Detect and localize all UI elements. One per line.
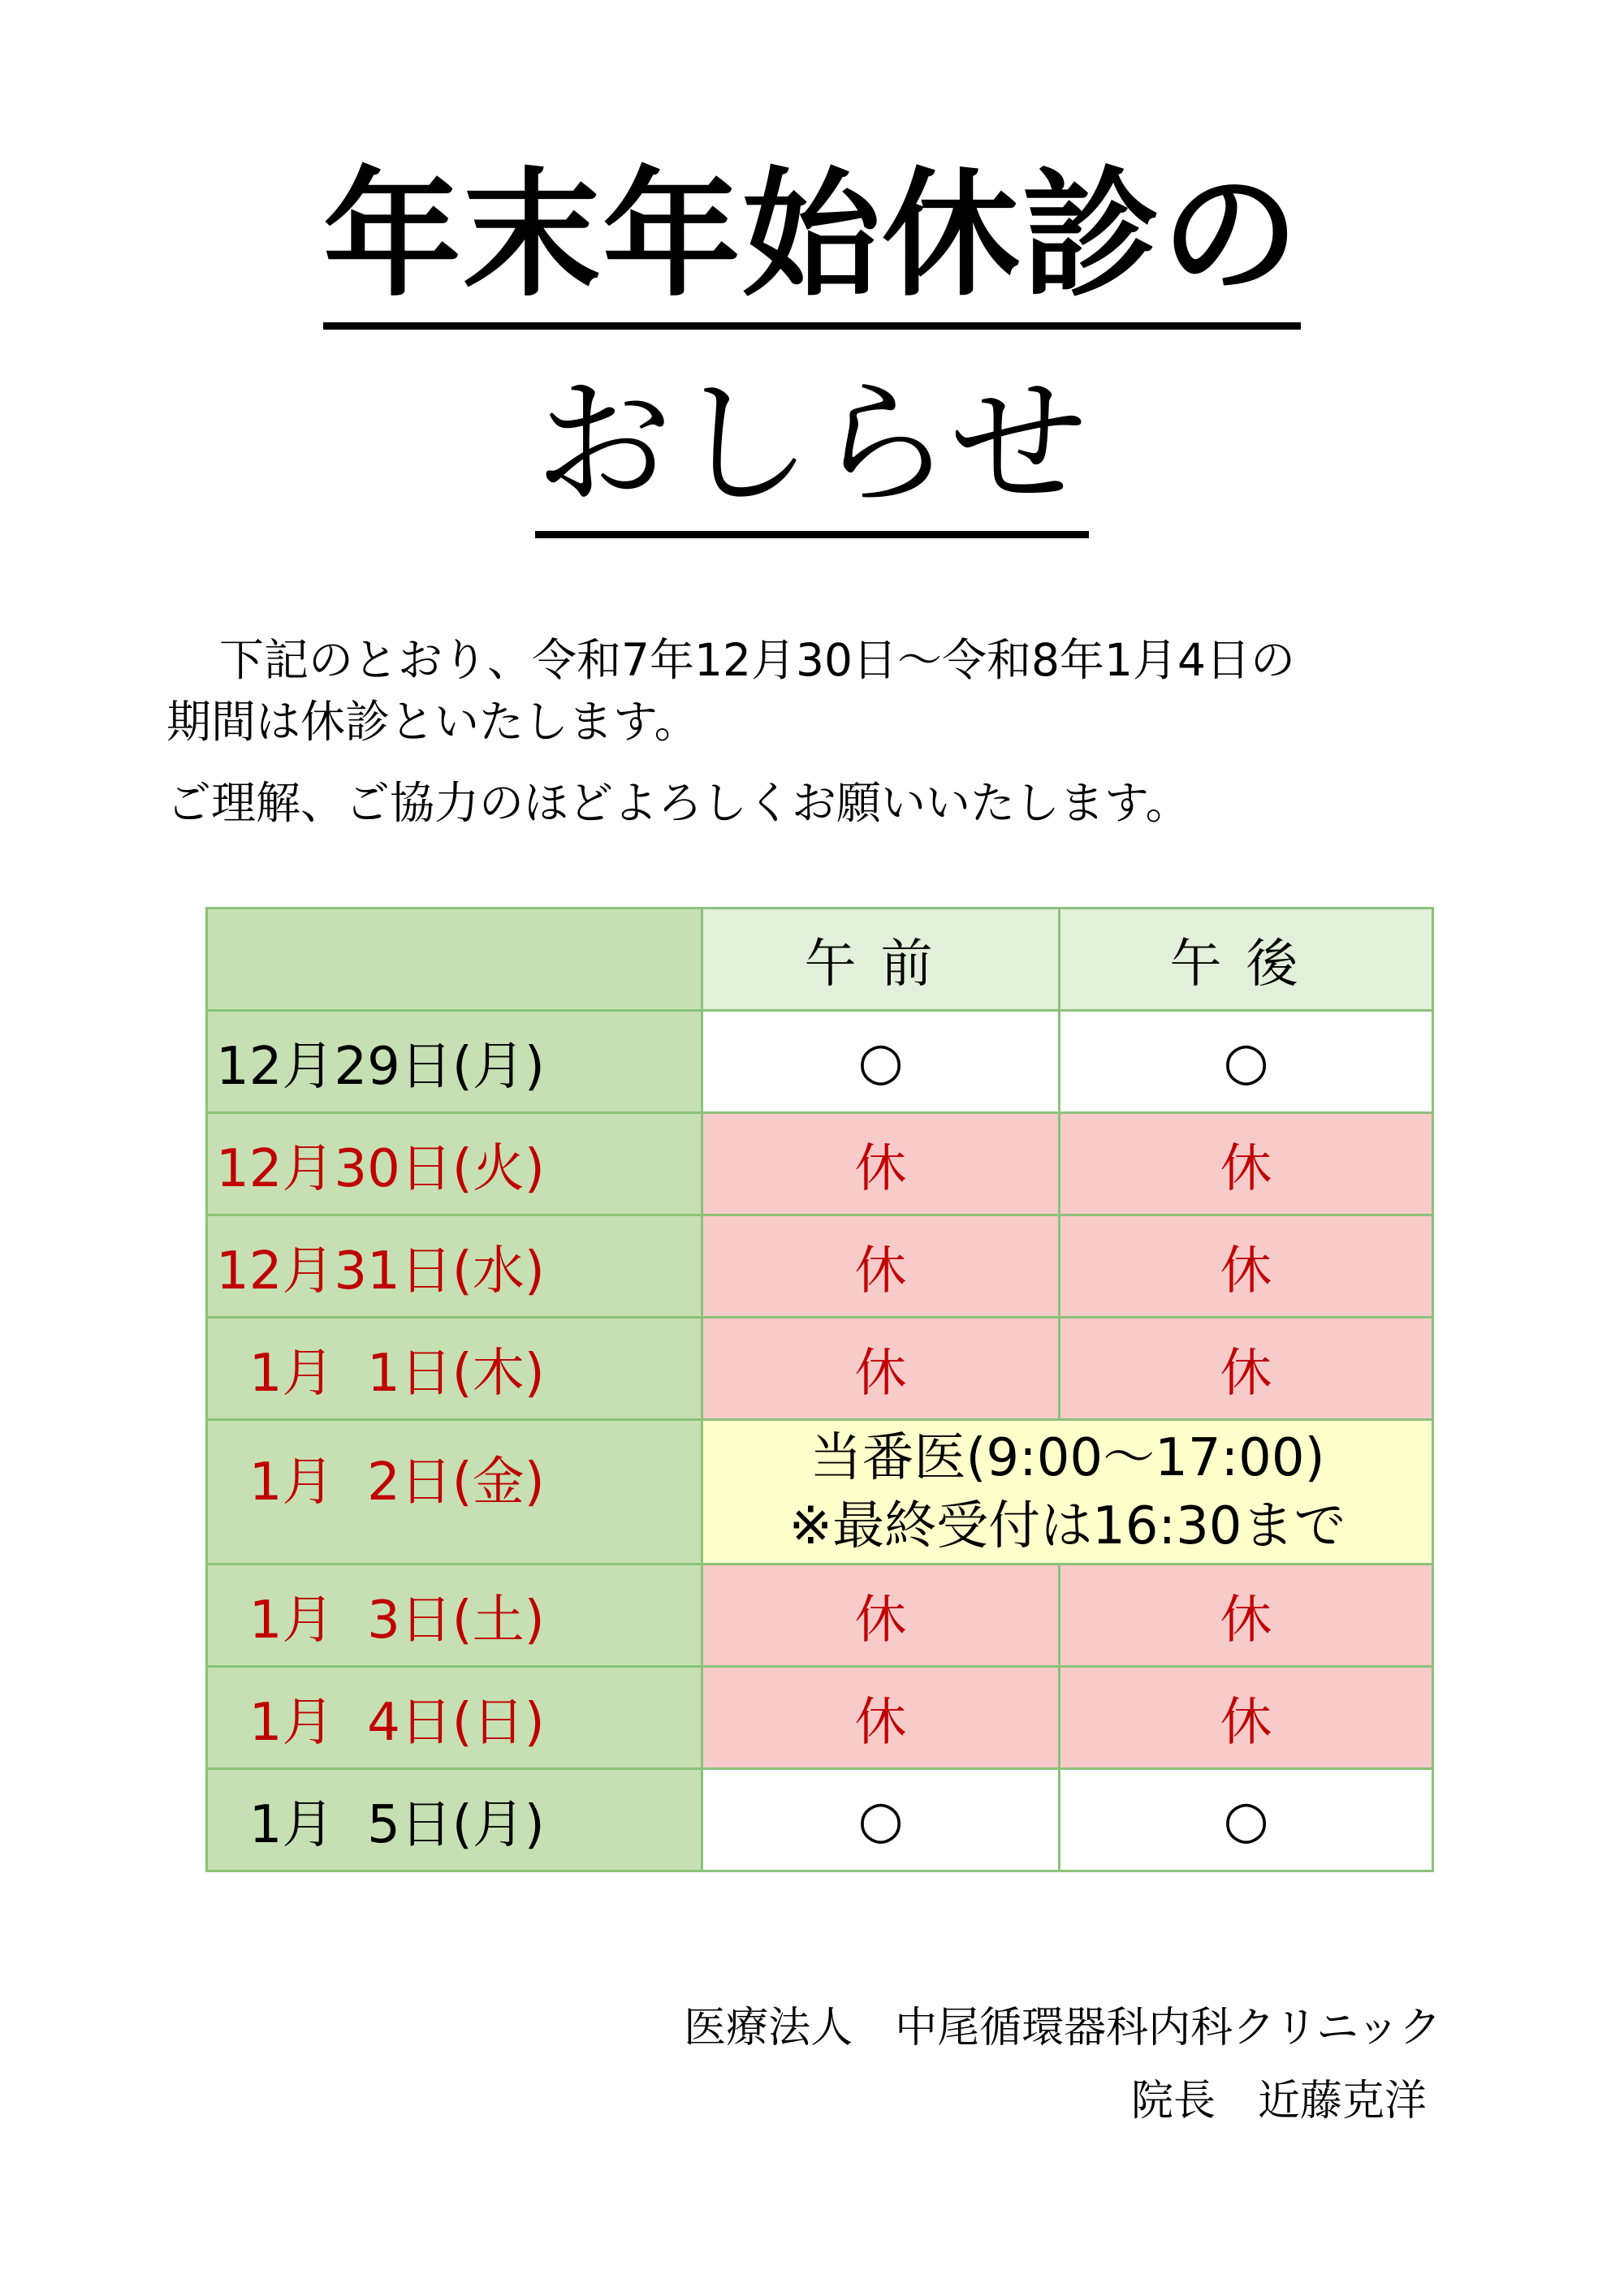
table-row (207, 1318, 1433, 1420)
pm-cell: ○ (1060, 1769, 1433, 1871)
title-text-1: 年末年始休診の (323, 166, 1301, 330)
date-cell: 12月29日(月) (207, 1011, 702, 1113)
duty-last-reception-text: ※最終受付は16:30まで (788, 1495, 1346, 1556)
date-cell: 1月 1日(木) (207, 1318, 702, 1420)
am-cell: ○ (702, 1769, 1060, 1871)
pm-cell: 休 (1060, 1215, 1433, 1318)
am-cell: 休 (702, 1564, 1060, 1667)
title-line-1 (0, 155, 1624, 330)
header-pm: 午後 (1060, 908, 1433, 1011)
intro-line-1: 下記のとおり、令和7年12月30日～令和8年1月4日の (219, 634, 1295, 686)
pm-cell: 休 (1060, 1318, 1433, 1420)
table-header-row (207, 908, 1433, 1011)
pm-cell: 休 (1060, 1113, 1433, 1215)
intro-line-2: 期間は休診といたします。 (166, 696, 699, 748)
date-cell: 1月 2日(金) (207, 1420, 702, 1564)
date-cell: 1月 3日(土) (207, 1564, 702, 1667)
schedule-table (205, 907, 1434, 1872)
intro-line-3: ご理解、ご協力のほどよろしくお願いいたします。 (166, 777, 1190, 829)
am-cell: 休 (702, 1113, 1060, 1215)
duty-doctor-cell (702, 1420, 1433, 1564)
title-line-2 (0, 364, 1624, 538)
duty-hours-text: 当番医(9:00～17:00) (810, 1427, 1325, 1488)
table-row (207, 1011, 1433, 1113)
table-row (207, 1667, 1433, 1769)
table-row (207, 1113, 1433, 1215)
am-cell: 休 (702, 1215, 1060, 1318)
title-text-2: おしらせ (535, 375, 1090, 538)
director-name: 院長 近藤克洋 (1130, 2077, 1427, 2126)
date-cell: 12月30日(火) (207, 1113, 702, 1215)
date-cell: 1月 5日(月) (207, 1769, 702, 1871)
date-cell: 1月 4日(日) (207, 1667, 702, 1769)
pm-cell: ○ (1060, 1011, 1433, 1113)
header-am: 午前 (702, 908, 1060, 1011)
header-blank-cell (207, 908, 702, 1011)
table-row (207, 1215, 1433, 1318)
am-cell: 休 (702, 1667, 1060, 1769)
date-cell: 12月31日(水) (207, 1215, 702, 1318)
am-cell: ○ (702, 1011, 1060, 1113)
pm-cell: 休 (1060, 1564, 1433, 1667)
am-cell: 休 (702, 1318, 1060, 1420)
table-row (207, 1564, 1433, 1667)
clinic-name: 医療法人 中尾循環器科内科クリニック (684, 2004, 1441, 2052)
pm-cell: 休 (1060, 1667, 1433, 1769)
table-row (207, 1769, 1433, 1871)
table-row (207, 1420, 1433, 1564)
